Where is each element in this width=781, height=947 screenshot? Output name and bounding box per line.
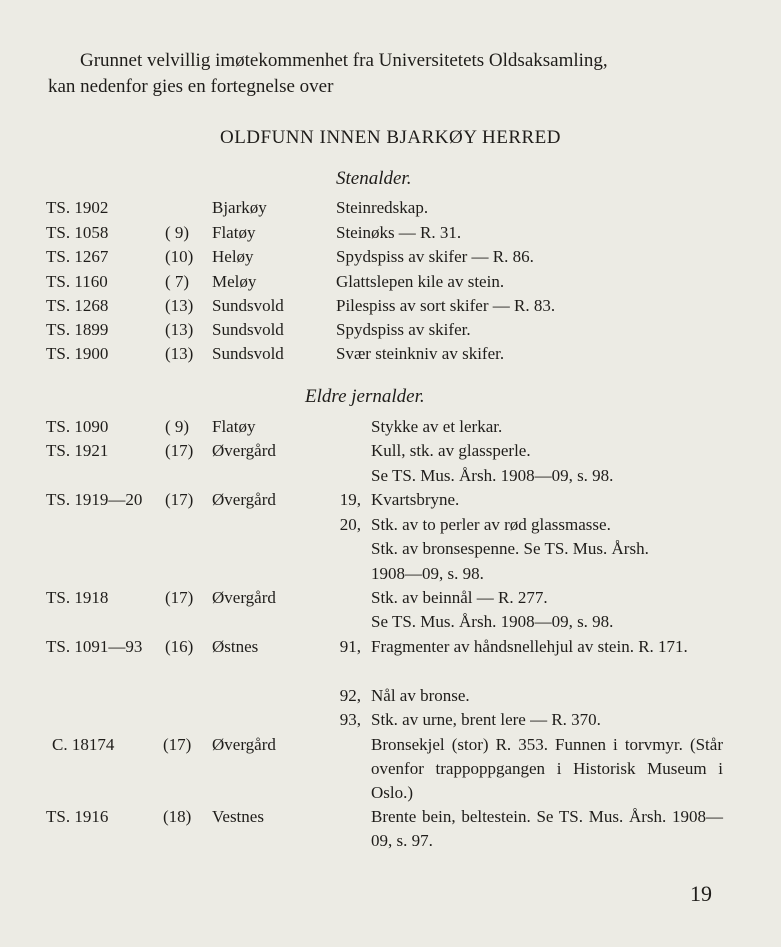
ts-number: TS. 1919—20	[46, 490, 143, 509]
find-description: Fragmenter av håndsnellehjul av stein. R. 171.	[371, 637, 688, 656]
intro-line-1: Grunnet velvillig imøtekommenhet fra Universitetets Oldsaksamling,	[80, 50, 608, 71]
site-number: ( 7)	[165, 272, 190, 291]
find-description: Stk. av urne, brent lere — R. 370.	[371, 710, 601, 729]
sub-number: 93,	[339, 710, 361, 729]
place-name: Øvergård	[212, 441, 276, 460]
site-number: (17)	[165, 490, 194, 509]
site-number: (16)	[165, 637, 194, 656]
find-description: Stk. av bronsespenne. Se TS. Mus. Årsh.	[371, 539, 649, 558]
ts-number: TS. 1058	[46, 223, 109, 242]
place-name: Øvergård	[212, 588, 276, 607]
intro-line-2: kan nedenfor gies en fortegnelse over	[48, 76, 334, 97]
site-number: (18)	[163, 807, 192, 826]
find-description: Kull, stk. av glassperle.	[371, 441, 531, 460]
site-number: (17)	[165, 441, 194, 460]
find-description: Se TS. Mus. Årsh. 1908—09, s. 98.	[371, 612, 614, 631]
place-name: Øvergård	[212, 490, 276, 509]
find-description: Steinøks — R. 31.	[336, 223, 462, 242]
page-title: OLDFUNN INNEN BJARKØY HERRED	[219, 127, 562, 148]
ts-number: TS. 1899	[46, 320, 109, 339]
site-number: (13)	[165, 296, 194, 315]
find-description: Kvartsbryne.	[371, 490, 460, 509]
find-description: Se TS. Mus. Årsh. 1908—09, s. 98.	[371, 466, 614, 485]
place-name: Sundsvold	[212, 296, 284, 315]
ts-number: TS. 1900	[46, 344, 109, 363]
find-description: Svær steinkniv av skifer.	[336, 344, 505, 363]
ts-number: TS. 1268	[46, 296, 109, 315]
ts-number: C. 18174	[52, 735, 115, 754]
place-name: Sundsvold	[212, 344, 284, 363]
intro-paragraph	[48, 48, 738, 100]
sub-number: 91,	[339, 637, 361, 656]
ts-number: TS. 1902	[46, 198, 109, 217]
place-name: Bjarkøy	[212, 198, 267, 217]
ts-number: TS. 1267	[46, 247, 109, 266]
place-name: Meløy	[212, 272, 257, 291]
ts-number: TS. 1090	[46, 417, 109, 436]
place-name: Sundsvold	[212, 320, 284, 339]
find-description: 1908—09, s. 98.	[371, 564, 484, 583]
site-number: (17)	[163, 735, 192, 754]
ts-number: TS. 1921	[46, 441, 109, 460]
sub-number: 20,	[339, 515, 361, 534]
site-number: (13)	[165, 320, 194, 339]
place-name: Flatøy	[212, 223, 256, 242]
place-name: Heløy	[212, 247, 254, 266]
place-name: Øvergård	[212, 735, 276, 754]
find-description: Glattslepen kile av stein.	[336, 272, 505, 291]
find-description: Brente bein, beltestein. Se TS. Mus. Årsh. 1908—09, s. 97.	[371, 807, 723, 850]
page-number: 19	[690, 881, 712, 906]
site-number: (17)	[165, 588, 194, 607]
place-name: Østnes	[212, 637, 259, 656]
ts-number: TS. 1916	[46, 807, 109, 826]
find-description: Spydspiss av skifer.	[336, 320, 471, 339]
find-description: Stk. av beinnål — R. 277.	[371, 588, 548, 607]
section-heading-stenalder: Stenalder.	[336, 168, 412, 189]
site-number: (10)	[165, 247, 194, 266]
site-number: ( 9)	[165, 417, 190, 436]
place-name: Vestnes	[212, 807, 264, 826]
ts-number: TS. 1091—93	[46, 637, 143, 656]
sub-number: 19,	[339, 490, 361, 509]
find-description: Spydspiss av skifer — R. 86.	[336, 247, 534, 266]
find-description: Pilespiss av sort skifer — R. 83.	[336, 296, 556, 315]
sub-number: 92,	[339, 686, 361, 705]
site-number: (13)	[165, 344, 194, 363]
ts-number: TS. 1160	[46, 272, 108, 291]
place-name: Flatøy	[212, 417, 256, 436]
ts-number: TS. 1918	[46, 588, 109, 607]
find-description: Bronsekjel (stor) R. 353. Funnen i torvmyr. (Står ovenfor trappoppgangen i Historisk Museum i Oslo.)	[371, 735, 723, 802]
find-description: Nål av bronse.	[371, 686, 470, 705]
find-description: Stykke av et lerkar.	[371, 417, 503, 436]
section-heading-eldre-jernalder: Eldre jernalder.	[305, 386, 425, 407]
site-number: ( 9)	[165, 223, 190, 242]
find-description: Steinredskap.	[336, 198, 429, 217]
find-description: Stk. av to perler av rød glassmasse.	[371, 515, 611, 534]
